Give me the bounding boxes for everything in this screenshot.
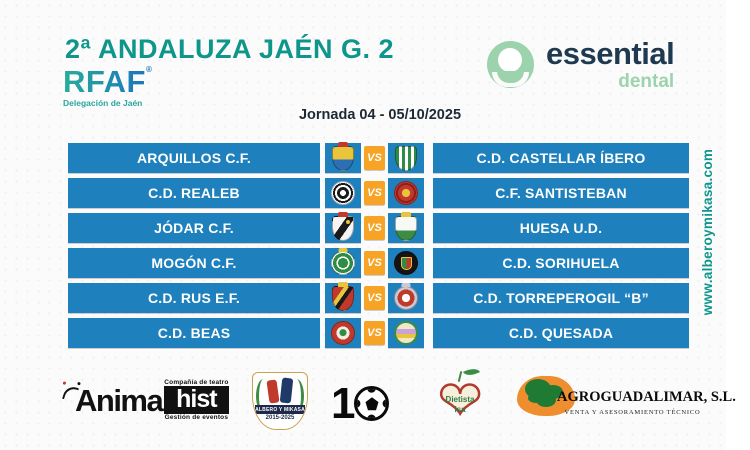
ten-anniversary-logo <box>331 379 389 428</box>
registered-mark: ® <box>145 65 152 74</box>
essential-name: essential <box>546 36 675 71</box>
crest-cell <box>325 213 361 243</box>
match-row <box>68 178 689 208</box>
agro-name-label: AGROGUADALIMAR, S.L. <box>557 389 736 405</box>
home-team-label: MOGÓN C.F. <box>68 248 320 278</box>
home-team-label: C.D. REALEB <box>68 178 320 208</box>
crest-cell <box>388 178 424 208</box>
crest-torreperogil-icon <box>394 286 418 310</box>
essential-sub: dental <box>618 71 675 92</box>
crest-arquillos-icon <box>332 146 354 171</box>
home-team-label: C.D. RUS E.F. <box>68 283 320 313</box>
crest-beas-icon <box>331 321 355 345</box>
away-team-label: C.D. QUESADA <box>433 318 689 348</box>
crest-rus-icon <box>332 286 354 311</box>
crest-cell <box>388 213 424 243</box>
rfaf-logo <box>63 66 152 108</box>
ten-digit-label: 1 <box>331 379 354 428</box>
vs-badge: VS <box>364 286 385 310</box>
crest-huesa-icon <box>395 216 417 241</box>
website-vertical-label: www.alberoymikasa.com <box>700 148 715 316</box>
vs-badge: VS <box>364 321 385 345</box>
matchday-label: Jornada 04 - 05/10/2025 <box>298 107 462 123</box>
rfaf-subtitle: Delegación de Jaén <box>63 98 143 108</box>
shield-icon <box>252 372 308 430</box>
animahist-right-block <box>164 379 228 421</box>
right-margin-strip <box>726 0 750 450</box>
away-team-label: C.D. SORIHUELA <box>433 248 689 278</box>
animahist-logo <box>64 379 229 421</box>
vs-badge: VS <box>364 146 385 170</box>
crest-cell <box>325 248 361 278</box>
animahist-part2: hist <box>164 386 228 414</box>
match-row <box>68 318 689 348</box>
home-team-label: ARQUILLOS C.F. <box>68 143 320 173</box>
albero-years-label: 2015-2025 <box>265 415 295 421</box>
albero-banner-label: ALBERO Y MIKASA <box>255 406 305 413</box>
vs-badge: VS <box>364 251 385 275</box>
essential-wordmark <box>546 38 674 91</box>
away-team-label: C.D. TORREPEROGIL “B” <box>433 283 689 313</box>
animahist-part1: Anima <box>75 382 163 418</box>
fixtures-table <box>68 143 689 348</box>
crest-cell <box>325 143 361 173</box>
crest-santisteban-icon <box>394 181 418 205</box>
crest-castellar-ibero-icon <box>395 146 417 171</box>
away-team-label: HUESA U.D. <box>433 213 689 243</box>
animahist-top-label: Compañía de teatro <box>164 379 229 386</box>
crest-jodar-icon <box>332 216 354 241</box>
home-team-label: C.D. BEAS <box>68 318 320 348</box>
crest-realeb-icon <box>331 181 355 205</box>
rfaf-wordmark: RFAF <box>63 64 146 99</box>
crest-cell <box>388 143 424 173</box>
match-row <box>68 283 689 313</box>
crest-mogon-icon <box>331 251 355 275</box>
tree-icon <box>525 379 551 399</box>
vs-badge: VS <box>364 216 385 240</box>
agroguadalimar-logo <box>517 376 736 426</box>
soccer-ball-icon <box>354 386 389 421</box>
crest-cell <box>388 283 424 313</box>
match-row <box>68 248 689 278</box>
away-team-label: C.D. CASTELLAR ÍBERO <box>433 143 689 173</box>
crest-cell <box>325 283 361 313</box>
essential-dental-logo <box>487 38 674 91</box>
crest-cell <box>325 318 361 348</box>
match-row <box>68 143 689 173</box>
page-title: 2ª ANDALUZA JAÉN G. 2 <box>65 34 395 64</box>
crest-cell <box>388 318 424 348</box>
away-team-label: C.F. SANTISTEBAN <box>433 178 689 208</box>
crest-cell <box>388 248 424 278</box>
crest-sorihuela-icon <box>394 251 418 275</box>
dietista-line1: Dietista <box>445 395 475 404</box>
dietista-isa-logo <box>424 367 496 433</box>
albero-y-mikasa-logo <box>252 372 308 432</box>
agro-tagline-label: VENTA Y ASESORAMIENTO TÉCNICO <box>564 409 701 416</box>
dietista-label <box>424 395 496 414</box>
animahist-bottom-label: Gestión de eventos <box>164 414 229 422</box>
dietista-line2: Isa <box>454 404 466 414</box>
crest-quesada-icon <box>394 321 418 345</box>
tooth-circle-icon <box>487 41 534 88</box>
tooth-circle-inner <box>498 48 522 72</box>
crest-cell <box>325 178 361 208</box>
home-team-label: JÓDAR C.F. <box>68 213 320 243</box>
match-row <box>68 213 689 243</box>
vs-badge: VS <box>364 181 385 205</box>
player-red-icon <box>266 379 279 403</box>
